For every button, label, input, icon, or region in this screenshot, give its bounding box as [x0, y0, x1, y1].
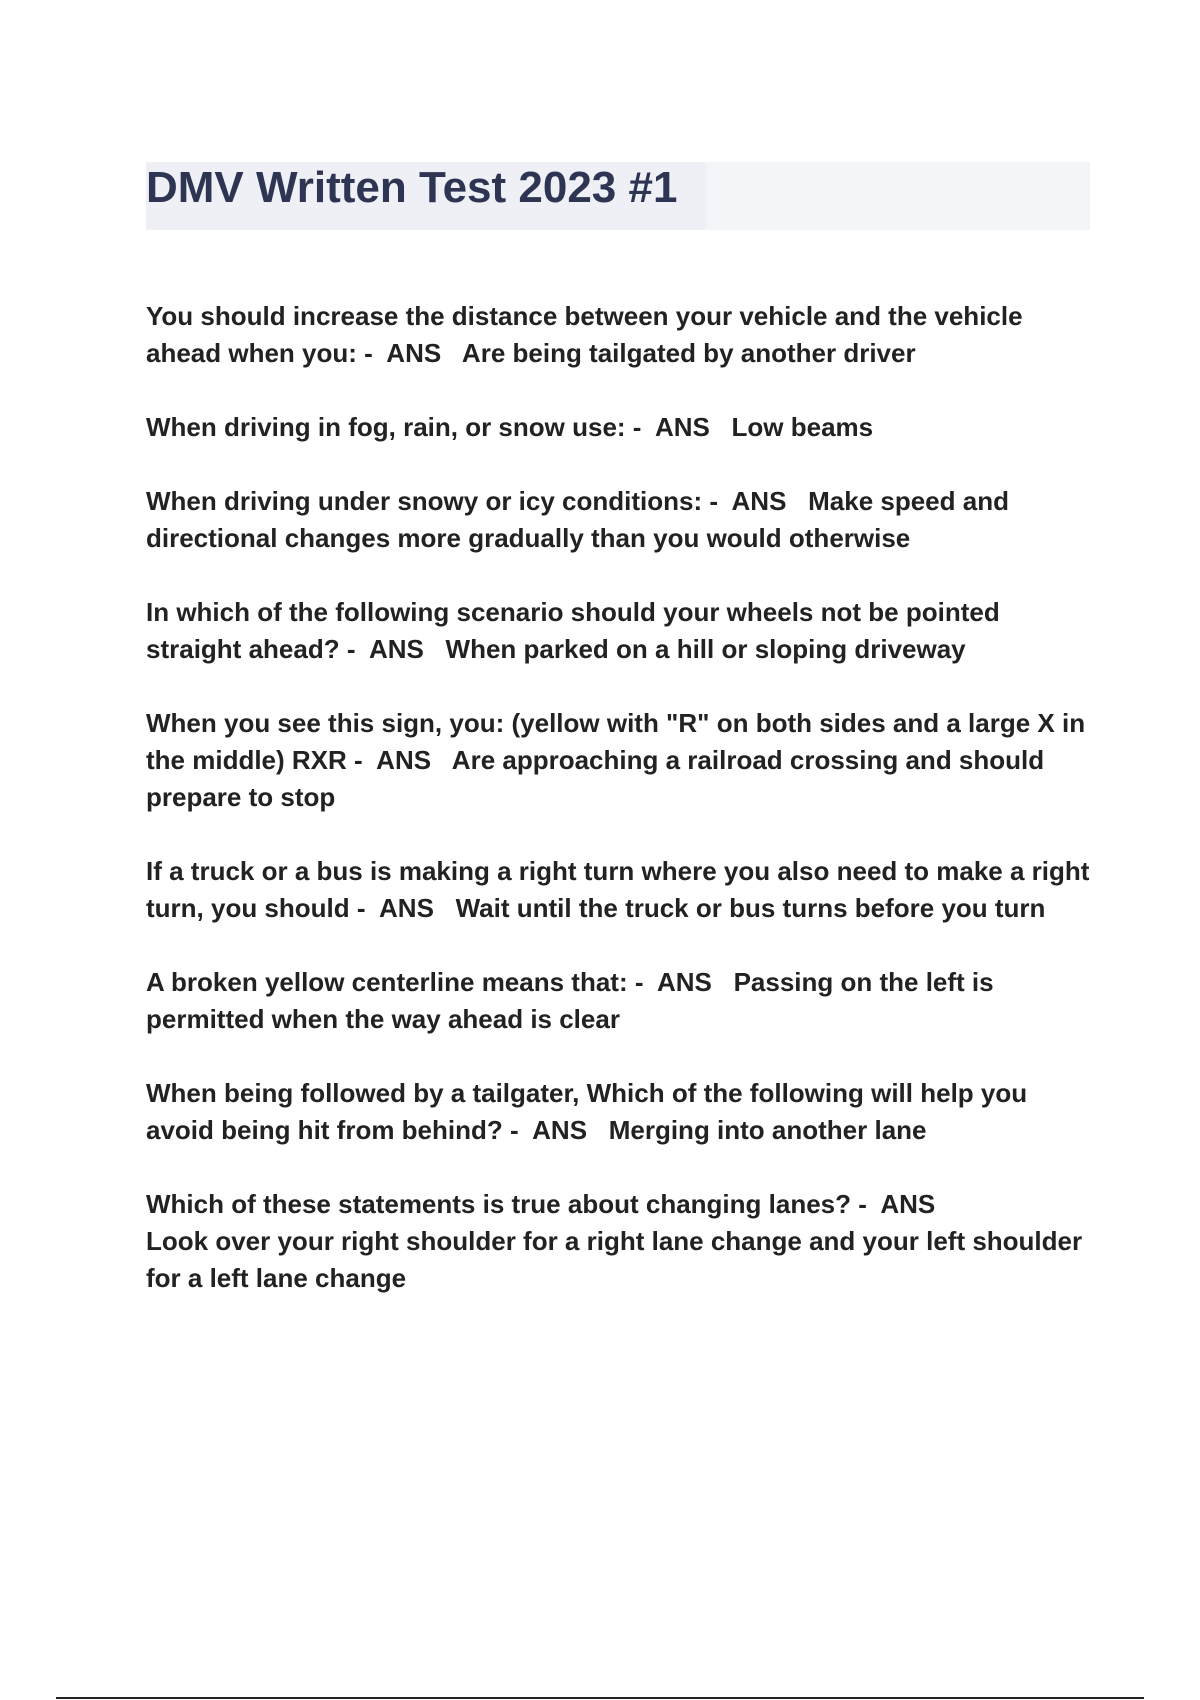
qa-item [146, 964, 1096, 1038]
answer-label: ANS [368, 634, 424, 664]
question-text: Which of these statements is true about changing lanes? [146, 1189, 851, 1219]
qa-item [146, 705, 1096, 816]
question-text: In which of the following scenario should your wheels not be pointed straight ahead? [146, 597, 1007, 664]
separator: - [349, 893, 380, 923]
qa-item [146, 1075, 1096, 1149]
qa-item [146, 853, 1096, 927]
answer-text: Look over your right shoulder for a right lane change and your left shoulder for a left lane change [146, 1226, 1090, 1293]
answer-text: Are being tailgated by another driver [461, 338, 916, 368]
separator: - [502, 1115, 533, 1145]
question-text: A broken yellow centerline means that: [146, 967, 628, 997]
page-title: DMV Written Test 2023 #1 [146, 163, 678, 212]
answer-label: ANS [880, 1189, 936, 1219]
answer-label: ANS [654, 412, 710, 442]
question-text: When you see this sign, you: (yellow with "R" on both sides and a large X in the middle) RXR [146, 708, 1093, 775]
footer-divider [56, 1697, 1144, 1699]
separator: - [625, 412, 655, 442]
answer-label: ANS [731, 486, 787, 516]
answer-text: Make speed and directional changes more gradually than you would otherwise [146, 486, 1017, 553]
qa-item [146, 298, 1096, 372]
answer-label: ANS [532, 1115, 588, 1145]
question-text: If a truck or a bus is making a right turn where you also need to make a right turn, you should [146, 856, 1097, 923]
answer-label: ANS [386, 338, 442, 368]
answer-text: When parked on a hill or sloping driveway [445, 634, 966, 664]
answer-text: Merging into another lane [608, 1115, 927, 1145]
separator: - [339, 634, 369, 664]
qa-item [146, 483, 1096, 557]
answer-label: ANS [379, 893, 434, 923]
qa-item [146, 409, 1096, 446]
separator: - [851, 1189, 881, 1219]
separator: - [356, 338, 387, 368]
qa-list [146, 298, 1096, 1334]
question-text: You should increase the distance between your vehicle and the vehicle ahead when you: [146, 301, 1030, 368]
separator: - [702, 486, 732, 516]
question-text: When being followed by a tailgater, Which of the following will help you avoid being hit from behind? [146, 1078, 1035, 1145]
answer-text: Wait until the truck or bus turns before you turn [455, 893, 1046, 923]
question-text: When driving under snowy or icy conditions: [146, 486, 703, 516]
answer-text: Are approaching a railroad crossing and should prepare to stop [146, 745, 1052, 812]
answer-label: ANS [376, 745, 432, 775]
separator: - [346, 745, 377, 775]
answer-text: Low beams [731, 412, 874, 442]
answer-text: Passing on the left is permitted when the way ahead is clear [146, 967, 1001, 1034]
question-text: When driving in fog, rain, or snow use: [146, 412, 626, 442]
separator: - [627, 967, 657, 997]
answer-label: ANS [656, 967, 712, 997]
qa-item [146, 1186, 1096, 1297]
qa-item [146, 594, 1096, 668]
